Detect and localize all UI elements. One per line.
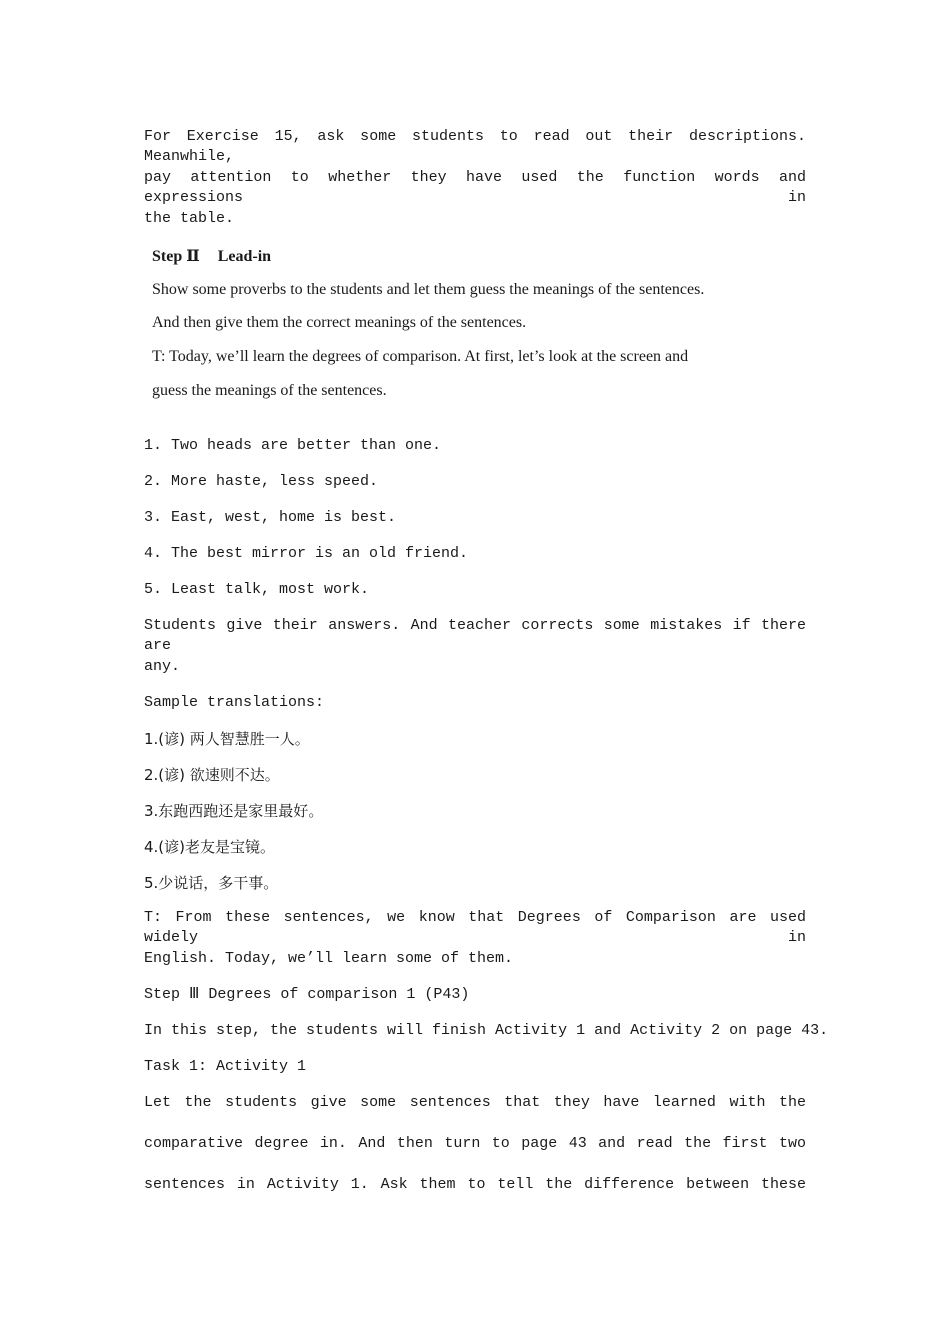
paragraph-line: English. Today, we’ll learn some of them. (144, 950, 514, 967)
paragraph-line: any. (144, 658, 181, 675)
step-label: Step Ⅱ (152, 248, 200, 265)
leadin-line: Show some proverbs to the students and let them guess the meanings of the sentences. (152, 281, 705, 298)
translation-item: 1.(谚) 两人智慧胜一人。 (144, 730, 310, 748)
proverb-item: 1. Two heads are better than one. (144, 437, 442, 454)
paragraph-line: the table. (144, 210, 235, 227)
paragraph-line: For Exercise 15, ask some students to read out their descriptions. Meanwhile, (144, 128, 806, 165)
translation-item: 4.(谚)老友是宝镜。 (144, 838, 276, 856)
proverb-item: 5. Least talk, most work. (144, 581, 370, 598)
paragraph-line: T: From these sentences, we know that Degrees of Comparison are used widely in (144, 909, 806, 946)
translation-item: 3.东跑西跑还是家里最好。 (144, 802, 324, 820)
step-heading (152, 247, 814, 267)
paragraph-line: sentences in Activity 1. Ask them to tell the difference between these (144, 1176, 806, 1193)
proverb-item: 4. The best mirror is an old friend. (144, 545, 469, 562)
translation-item: 2.(谚) 欲速则不达。 (144, 766, 280, 784)
leadin-line: guess the meanings of the sentences. (152, 382, 387, 399)
step-title: Lead-in (217, 248, 272, 265)
paragraph-line: Students give their answers. And teacher corrects some mistakes if there are (144, 617, 806, 654)
proverb-item: 2. More haste, less speed. (144, 473, 379, 490)
paragraph-line: comparative degree in. And then turn to page 43 and read the first two (144, 1135, 806, 1152)
translation-item: 5.少说话，多干事。 (144, 874, 279, 892)
paragraph-line: pay attention to whether they have used the function words and expressions in (144, 169, 806, 206)
proverb-item: 3. East, west, home is best. (144, 509, 397, 526)
task-heading: Task 1: Activity 1 (144, 1058, 307, 1075)
paragraph-line: Let the students give some sentences that they have learned with the (144, 1094, 806, 1111)
leadin-line: T: Today, we’ll learn the degrees of comparison. At first, let’s look at the screen and (152, 348, 689, 365)
paragraph-line: In this step, the students will finish Activity 1 and Activity 2 on page 43. (144, 1022, 829, 1039)
step3-heading: Step Ⅲ Degrees of comparison 1 (P43) (144, 986, 470, 1003)
leadin-line: And then give them the correct meanings of the sentences. (152, 314, 527, 331)
sample-label: Sample translations: (144, 694, 325, 711)
